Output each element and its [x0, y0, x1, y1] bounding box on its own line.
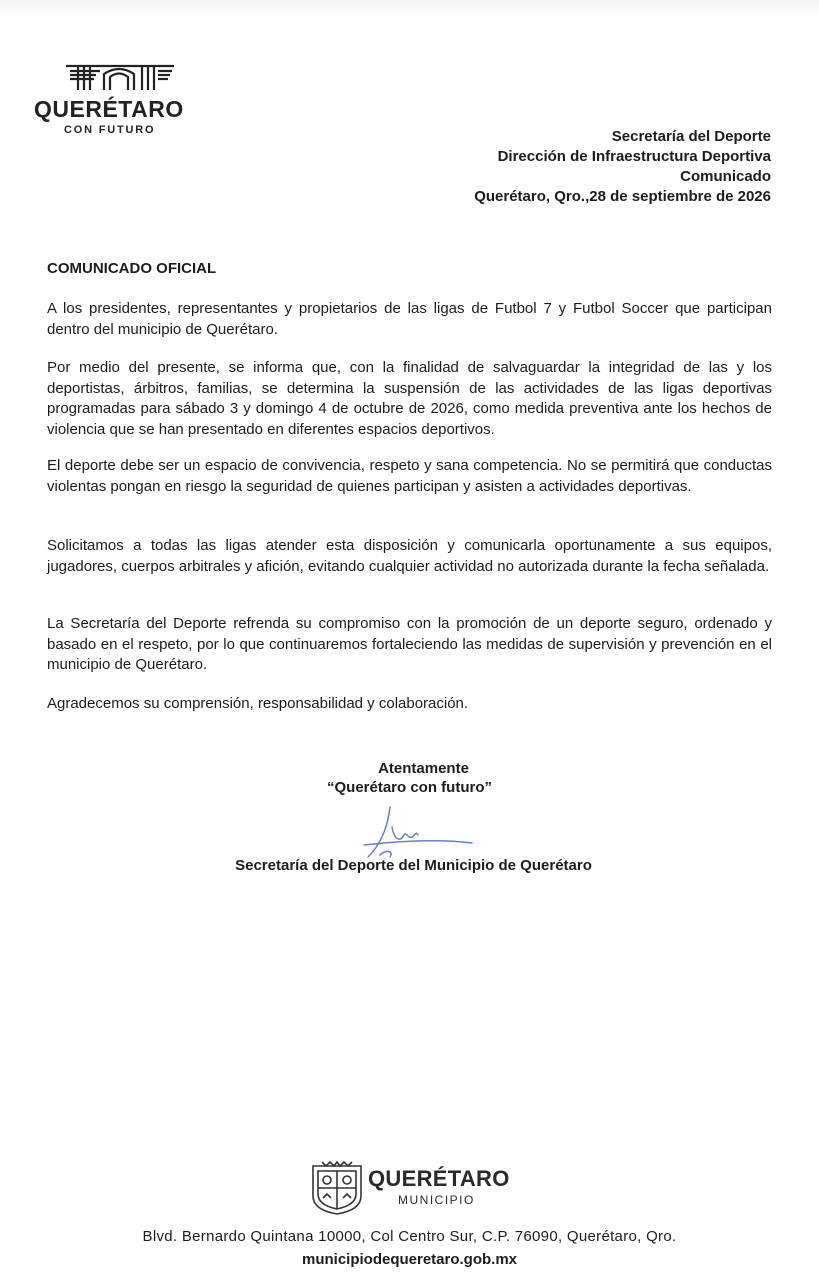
- closing-motto: “Querétaro con futuro”: [326, 779, 492, 796]
- document-title: COMUNICADO OFICIAL: [47, 260, 217, 277]
- letter-header: [474, 127, 771, 207]
- header-date: Querétaro, Qro.,28 de septiembre de 2026: [474, 188, 771, 205]
- closing-signatory: Secretaría del Deporte del Municipio de Querétaro: [235, 857, 592, 874]
- coat-of-arms-icon: [310, 1160, 364, 1216]
- header-direccion: Dirección de Infraestructura Deportiva: [497, 148, 771, 165]
- queretaro-logo: [34, 62, 214, 142]
- logo-wordmark: QUERÉTARO: [34, 96, 184, 122]
- paragraph-suspension: Por medio del presente, se informa que, con la finalidad de salvaguardar la integridad de las y los deportistas, árbitros, familias, se determina la suspensión de las actividades de las ligas deportivas programadas para sábado 3 y domingo 4 de octubre de 2026, como medida preventiva ante los hechos de violencia que se han presentado en diferentes espacios deportivos.: [47, 359, 772, 438]
- paragraph-convivencia: El deporte debe ser un espacio de convivencia, respeto y sana competencia. No se permitirá que conductas violentas pongan en riesgo la seguridad de quienes participan y asisten a actividades deportivas.: [47, 457, 772, 495]
- paragraph-recipients: A los presidentes, representantes y propietarios de las ligas de Futbol 7 y Futbol Soccer que participan dentro del municipio de Querétaro.: [47, 300, 772, 338]
- footer-website: municipiodequeretaro.gob.mx: [301, 1251, 518, 1268]
- logo-tagline: CON FUTURO: [64, 124, 156, 136]
- queretaro-arches-icon: [64, 62, 176, 92]
- paragraph-compromiso: La Secretaría del Deporte refrenda su compromiso con la promoción de un deporte seguro, ordenado y basado en el respeto, por lo que continuaremos fortaleciendo las medidas de supervisión y prevención en el municipio de Querétaro.: [47, 615, 772, 673]
- paragraph-solicitud: Solicitamos a todas las ligas atender esta disposición y comunicarla oportunamente a sus equipos, jugadores, cuerpos arbitrales y afición, evitando cualquier actividad no autorizada durante la fecha señalada.: [47, 537, 772, 575]
- paragraph-agradecimiento: Agradecemos su comprensión, responsabilidad y colaboración.: [47, 695, 469, 712]
- municipio-wordmark: QUERÉTARO: [368, 1166, 510, 1191]
- header-comunicado: Comunicado: [680, 168, 771, 185]
- handwritten-signature: [360, 805, 480, 865]
- closing-salutation: Atentamente: [378, 760, 469, 777]
- municipio-label: MUNICIPIO: [398, 1193, 475, 1207]
- footer-address: Blvd. Bernardo Quintana 10000, Col Centro Sur, C.P. 76090, Querétaro, Qro.: [142, 1228, 677, 1245]
- header-secretaria: Secretaría del Deporte: [611, 128, 771, 145]
- scan-top-band: [0, 0, 819, 16]
